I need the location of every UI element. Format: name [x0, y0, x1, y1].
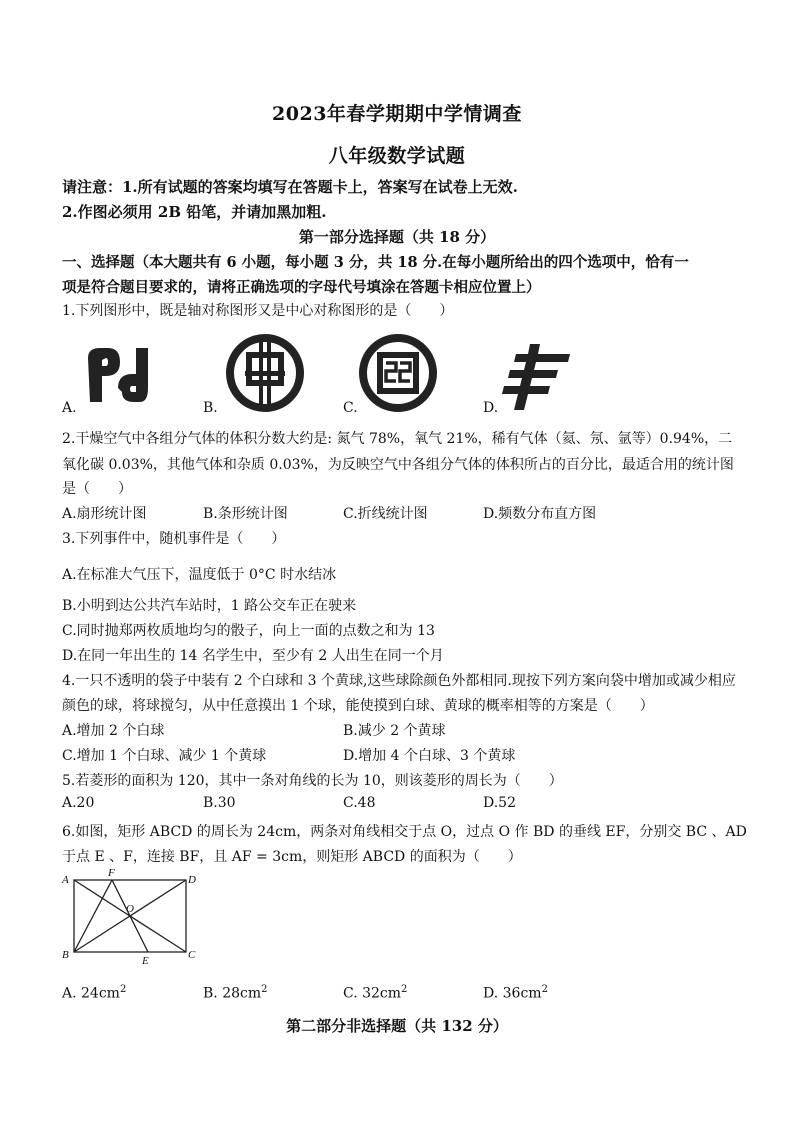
q4-option-b: B.减少 2 个黄球: [343, 723, 446, 739]
page-subtitle: 八年级数学试题: [328, 145, 466, 167]
q6-option-b: B. $28cm^2$: [203, 984, 268, 1002]
logo-a-icon: [82, 340, 152, 410]
label-e: E: [142, 955, 149, 966]
logo-b-icon: [225, 333, 305, 413]
q5-option-b: B.30: [203, 795, 236, 811]
q3-option-a: A.在标准大气压下，温度低于 0°C 时水结冰: [62, 567, 337, 583]
q6-option-c: C. $32cm^2$: [343, 984, 408, 1002]
q3-option-b: B.小明到达公共汽车站时，1 路公交车正在驶来: [62, 598, 357, 614]
label-b: B: [62, 949, 69, 961]
segment-ef: [112, 880, 148, 952]
q6-stem-line-1: 6.如图，矩形 ABCD 的周长为 24cm，两条对角线相交于点 O，过点 O 作 BD 的垂线 EF，分别交 BC 、AD: [62, 824, 747, 840]
rectangle-figure: [60, 866, 210, 966]
q3-option-d: D.在同一年出生的 14 名学生中，至少有 2 人出生在同一个月: [62, 648, 444, 664]
page-title: 2023年春学期期中学情调查: [272, 103, 522, 125]
label-a: A: [62, 874, 69, 886]
q5-option-c: C.48: [343, 795, 376, 811]
q4-option-c: C.增加 1 个白球、减少 1 个黄球: [62, 748, 267, 764]
label-f: F: [108, 867, 115, 879]
q2-stem-line-1: 2.干燥空气中各组分气体的体积分数大约是: 氮气 78%，氧气 21%，稀有气体（氦、氖、氩等）0.94%，二: [62, 431, 733, 447]
q4-stem-line-1: 4.一只不透明的袋子中装有 2 个白球和 3 个黄球,这些球除颜色外都相同.现按下列方案向袋中增加或减少相应: [62, 673, 736, 689]
logo-c-icon: [358, 333, 438, 413]
q2-option-a: A.扇形统计图: [62, 506, 147, 522]
q6-option-a: A. $24cm^2$: [62, 984, 127, 1002]
label-d: D: [188, 874, 196, 886]
q3-option-c: C.同时抛郑两枚质地均匀的骰子，向上一面的点数之和为 13: [62, 623, 435, 639]
q4-stem-line-2: 颜色的球，将球搅匀，从中任意摸出 1 个球，能使摸到白球、黄球的概率相等的方案是（ ）: [62, 698, 654, 714]
part1-instruction-1: 一、选择题（本大题共有 6 小题，每小题 3 分，共 18 分.在每小题所给出的四个选项中，恰有一: [62, 254, 689, 271]
q2-option-c: C.折线统计图: [343, 506, 428, 522]
q5-stem: 5.若菱形的面积为 120，其中一条对角线的长为 10，则该菱形的周长为（ ）: [62, 773, 563, 789]
q6-stem-line-2: 于点 E 、F，连接 BF，且 AF = 3cm，则矩形 ABCD 的面积为（ ）: [62, 849, 522, 865]
logo-d-icon: [500, 342, 572, 412]
q5-option-a: A.20: [62, 795, 95, 811]
q4-option-a: A.增加 2 个白球: [62, 723, 165, 739]
label-o: O: [126, 903, 134, 915]
label-c: C: [188, 949, 196, 961]
notice-line-1: 请注意：1.所有试题的答案均填写在答题卡上，答案写在试卷上无效.: [62, 178, 518, 196]
q1-stem: 1.下列图形中，既是轴对称图形又是中心对称图形的是（ ）: [62, 303, 454, 319]
q1-option-d: D.: [483, 400, 499, 416]
notice-line-2: 2.作图必须用 2B 铅笔，并请加黑加粗.: [62, 203, 327, 221]
part2-heading: 第二部分非选择题（共 132 分）: [286, 1017, 508, 1035]
segment-bf: [74, 880, 112, 952]
q4-option-d: D.增加 4 个白球、3 个黄球: [343, 748, 516, 764]
q3-stem: 3.下列事件中，随机事件是（ ）: [62, 531, 286, 547]
part1-heading: 第一部分选择题（共 18 分）: [298, 228, 496, 246]
q1-option-c: C.: [343, 400, 358, 416]
q1-option-a: A.: [62, 400, 77, 416]
part1-instruction-2: 项是符合题目要求的，请将正确选项的字母代号填涂在答题卡相应位置上）: [62, 279, 541, 296]
q5-option-d: D.52: [483, 795, 516, 811]
q1-option-b: B.: [203, 400, 218, 416]
q6-option-d: D. $36cm^2$: [483, 984, 548, 1002]
q2-option-b: B.条形统计图: [203, 506, 288, 522]
q2-stem-line-2: 氧化碳 0.03%，其他气体和杂质 0.03%，为反映空气中各组分气体的体积所占的百分比，最适合用的统计图: [62, 457, 734, 473]
q2-option-d: D.频数分布直方图: [483, 506, 597, 522]
q2-stem-line-3: 是（ ）: [62, 481, 132, 497]
